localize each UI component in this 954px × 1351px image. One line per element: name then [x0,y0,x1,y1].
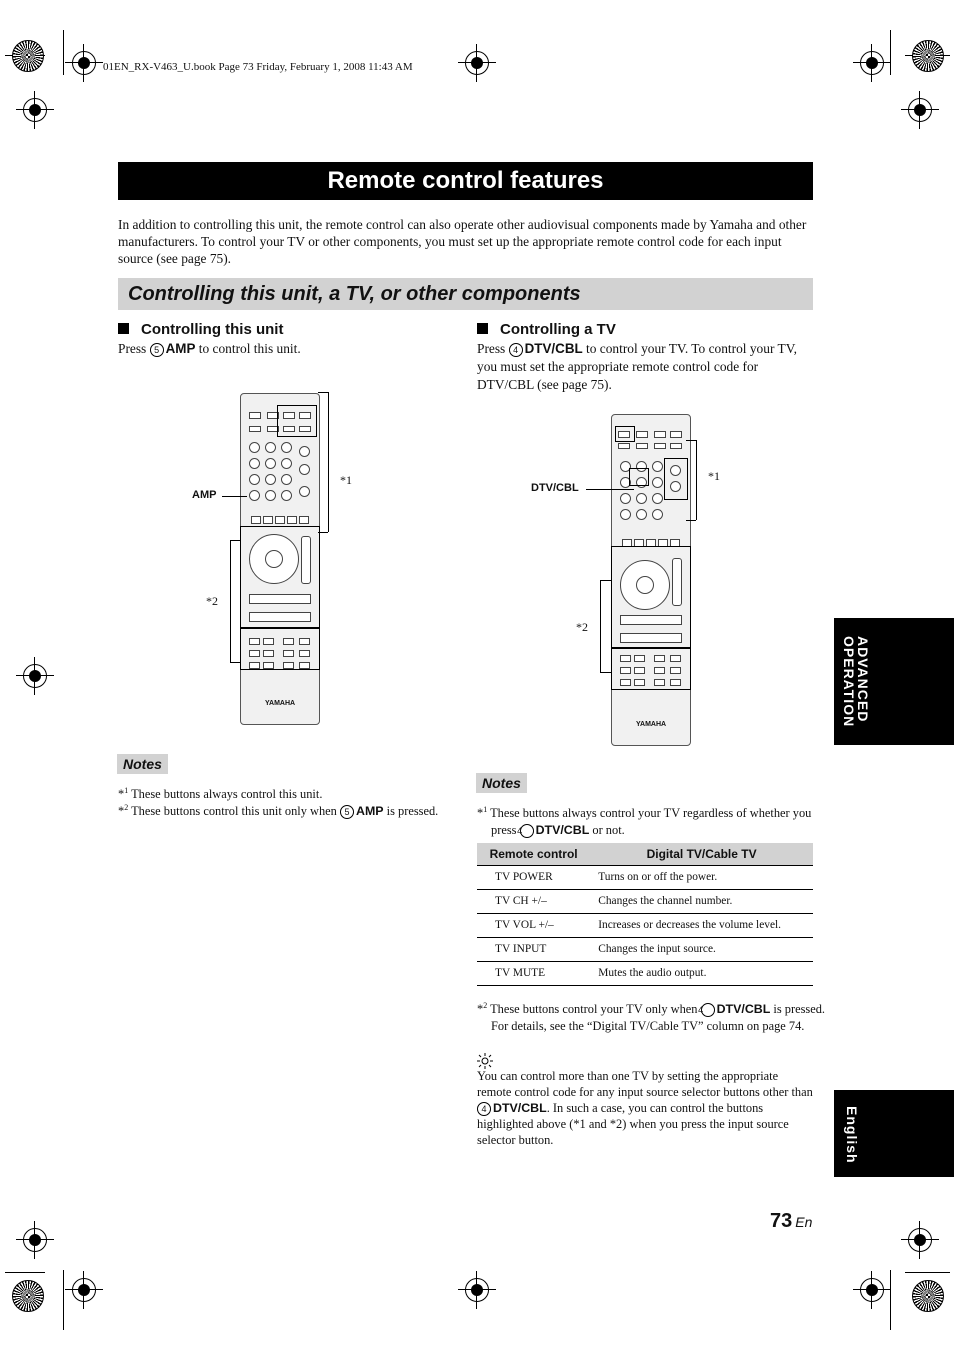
right-note-2: *$^2$ These buttons control your TV only when 4 DTV/CBL is pressed. For details, see the “Digital TV/Cable TV” column on page 74. [477,1001,826,1034]
highlight-box-3 [629,468,649,486]
right-heading: Controlling a TV [477,321,616,338]
registration-crosshair [860,51,884,75]
registration-crosshair [465,1278,489,1302]
registration-sunburst [12,1280,44,1312]
table-header: Digital TV/Cable TV [590,843,813,866]
callout-amp: AMP [192,489,217,501]
crop-mark [63,30,64,75]
left-press-instruction: Press 5 AMP to control this unit. [118,341,301,356]
highlight-box-5 [611,648,691,690]
callout-star-2: *2 [206,594,218,608]
crop-mark [890,1270,891,1330]
file-info: 01EN_RX-V463_U.book Page 73 Friday, February 1, 2008 11:43 AM [103,61,413,73]
registration-sunburst [912,1280,944,1312]
crop-mark [63,1270,64,1330]
section-title: Controlling this unit, a TV, or other components [118,278,813,310]
page-number: 73 En [770,1210,813,1232]
highlight-box-3 [240,628,320,670]
yamaha-logo: YAMAHA [636,721,667,728]
registration-crosshair [908,1228,932,1252]
highlight-box-2 [240,526,320,628]
left-note-2: *$^2$ These buttons control this unit only when 5 AMP is pressed. [118,803,439,819]
left-heading: Controlling this unit [118,321,283,338]
table-row: TV POWER Turns on or off the power. [477,866,813,890]
right-note-1: *$^1$ These buttons always control your TV regardless of whether you press 4 DTV/CBL or not. [477,805,812,838]
crop-mark [905,1272,950,1273]
side-tab-english: English [834,1090,954,1177]
key-number-badge: 5 [150,343,164,357]
crop-mark [890,30,891,75]
table-row: TV INPUT Changes the input source. [477,938,813,962]
registration-crosshair [908,98,932,122]
page-title: Remote control features [118,162,813,200]
callout-star-1: *1 [340,473,352,487]
side-tab-advanced-operation: ADVANCED OPERATION [834,618,954,745]
highlight-box-1 [615,426,635,442]
heading-square-icon [118,323,129,334]
highlight-box-1 [277,405,317,437]
table-row: TV CH +/– Changes the channel number. [477,890,813,914]
crop-mark [5,1272,45,1273]
callout-star-1: *1 [708,469,720,483]
registration-crosshair [23,1228,47,1252]
registration-crosshair [860,1278,884,1302]
intro-paragraph: In addition to controlling this unit, the remote control can also operate other audiovisual components made by Yamaha and other manufacturers. To control your TV or other components, you must set up the appropriate remote control code for each input source (see page 75). [118,217,807,266]
heading-square-icon [477,323,488,334]
callout-dtv-cbl: DTV/CBL [531,482,579,494]
table-row: TV MUTE Mutes the audio output. [477,962,813,986]
registration-crosshair [72,51,96,75]
yamaha-logo: YAMAHA [265,700,296,707]
callout-star-2: *2 [576,620,588,634]
dtv-key-label: DTV/CBL [524,341,583,356]
registration-crosshair [465,51,489,75]
registration-crosshair [72,1278,96,1302]
tip-paragraph: You can control more than one TV by setting the appropriate remote control code for any input source selector buttons other than 4 DTV/CBL. In such a case, you can control the buttons highlighted above (*1 and *2) when you press the input source selector button. [477,1069,813,1147]
left-notes-badge: Notes [117,754,168,774]
registration-sunburst [912,40,944,72]
right-press-instruction: Press 4 DTV/CBL to control your TV. To control your TV, you must set the appropriate remote control code for DTV/CBL (see page 75). [477,341,797,392]
right-notes-badge: Notes [476,773,527,793]
remote-function-table [477,843,813,986]
registration-sunburst [12,40,44,72]
table-row: TV VOL +/– Increases or decreases the volume level. [477,914,813,938]
lightbulb-icon [477,1053,493,1069]
highlight-box-2 [664,458,688,500]
table-header: Remote control [477,843,590,866]
registration-crosshair [23,98,47,122]
registration-crosshair [23,664,47,688]
left-note-1: *$^1$ These buttons always control this unit. [118,786,323,802]
highlight-box-4 [611,546,691,648]
amp-key-label: AMP [165,341,196,356]
